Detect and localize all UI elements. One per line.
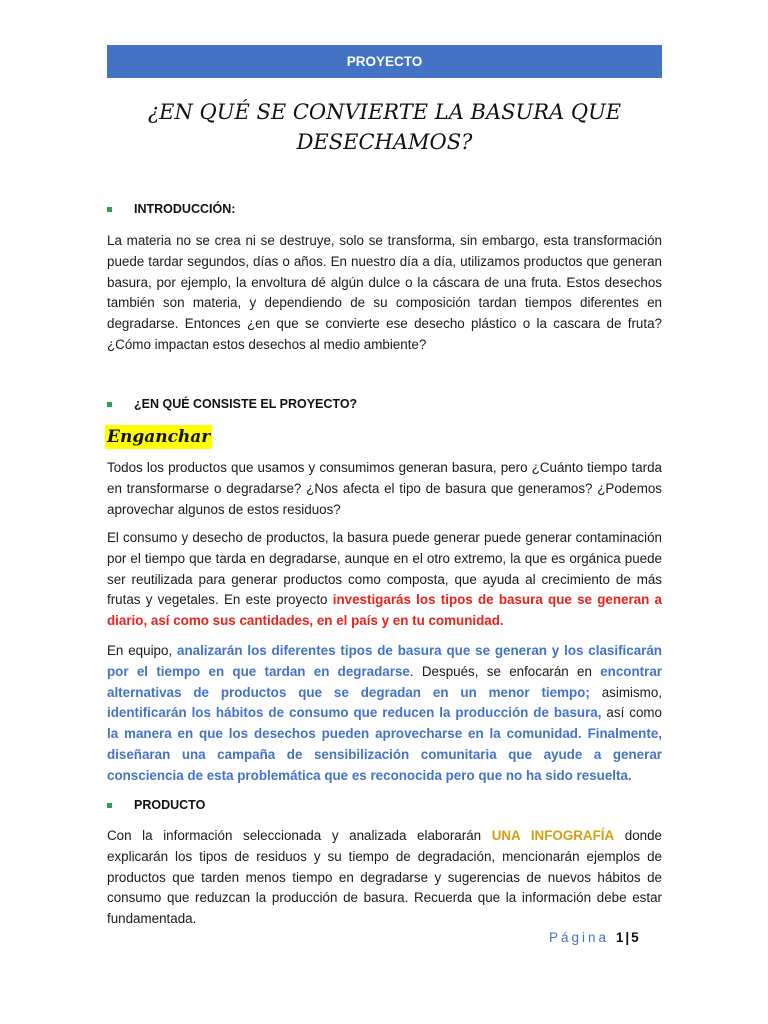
project-paragraph-2 [107,528,662,632]
product-paragraph [107,826,662,930]
product-text-a: Con la información seleccionada y analizada elaborarán [107,828,492,843]
intro-paragraph: La materia no se crea ni se destruye, solo se transforma, sin embargo, esta transformación puede tardar segundos, días o años. En nuestro día a día, utilizamos productos que generan basura, por ejemplo, la envoltura dé algún dulce o la cáscara de una fruta. Estos desechos también son materia, y dependiendo de su composición tardan tiempos diferentes en degradarse. Entonces ¿en que se convierte ese desecho plástico o la cascara de fruta? ¿Cómo impactan estos desechos al medio ambiente? [107,233,662,352]
title-line-1: ¿EN QUÉ SE CONVIERTE LA BASURA QUE [147,100,622,124]
para3-b: analizarán los diferentes tipos de basura que se generan y los clasificarán por el tiempo en que tardan en degradarse [107,643,662,679]
para3-a: En equipo, [107,643,178,658]
para3-d: encontrar alternativas de productos que se degradan en un menor tiempo; [107,663,662,700]
bullet-icon [107,207,112,212]
header-label: PROYECTO [346,54,423,69]
intro-heading-text: INTRODUCCIÓN: [134,202,236,216]
product-highlight: UNA INFOGRAFÍA [491,828,615,843]
hook-label: Enganchar [107,427,211,447]
para2-red: investigarás los tipos de basura que se generan a diario, así como sus cantidades, en el país y en tu comunidad. [107,592,662,629]
para3-g: así como [601,705,662,721]
project-heading [107,397,357,411]
page-number [549,930,639,945]
bullet-icon [107,402,112,407]
project-paragraph-1: Todos los productos que usamos y consumimos generan basura, pero ¿Cuánto tiempo tarda en transformarse o degradarse? ¿Nos afecta el tipo de basura que generamos? ¿Podemos aprovechar algunos de estos residuos? [107,460,662,517]
page-separator: | [625,930,630,945]
product-heading-text: PRODUCTO [134,798,206,812]
title-line-2: DESECHAMOS? [296,130,473,154]
header-bar [107,45,662,78]
product-text-b: donde explicarán los tipos de residuos y su tiempo de degradación, mencionarán ejemplos de productos que tarden menos tiempo en degradarse y sugerencias de nuevos hábitos de consumo que reduzcan la producción de basura. Recuerda que la información debe estar fundamentada. [107,828,662,927]
total-pages: 5 [631,930,639,945]
para3-f: identificarán los hábitos de consumo que reducen la producción de basura, [107,705,602,721]
para2-text: El consumo y desecho de productos, la basura puede generar puede generar contaminación por el tiempo que tarda en degradarse, aunque en el otro extremo, la que es orgánica puede ser reutilizada para generar productos como composta, que ayuda al crecimiento de más frutas y vegetales. En este proyecto [107,530,662,608]
intro-heading [107,202,235,216]
para3-h: la manera en que los desechos pueden aprovecharse en la comunidad. Finalmente, diseñaran una campaña de sensibilización comunitaria que ayude a generar consciencia de esta problemática que es reconocida pero que no ha sido resuelta. [107,726,662,783]
page-word: Página [549,930,610,945]
bullet-icon [107,803,112,808]
project-heading-text: ¿EN QUÉ CONSISTE EL PROYECTO? [134,397,358,411]
para3-e: asimismo, [589,684,662,700]
para3-c: . Después, se enfocarán en [409,663,601,679]
product-heading [107,798,205,812]
page-title [107,97,662,157]
project-paragraph-3 [107,641,662,787]
current-page: 1 [615,930,624,945]
